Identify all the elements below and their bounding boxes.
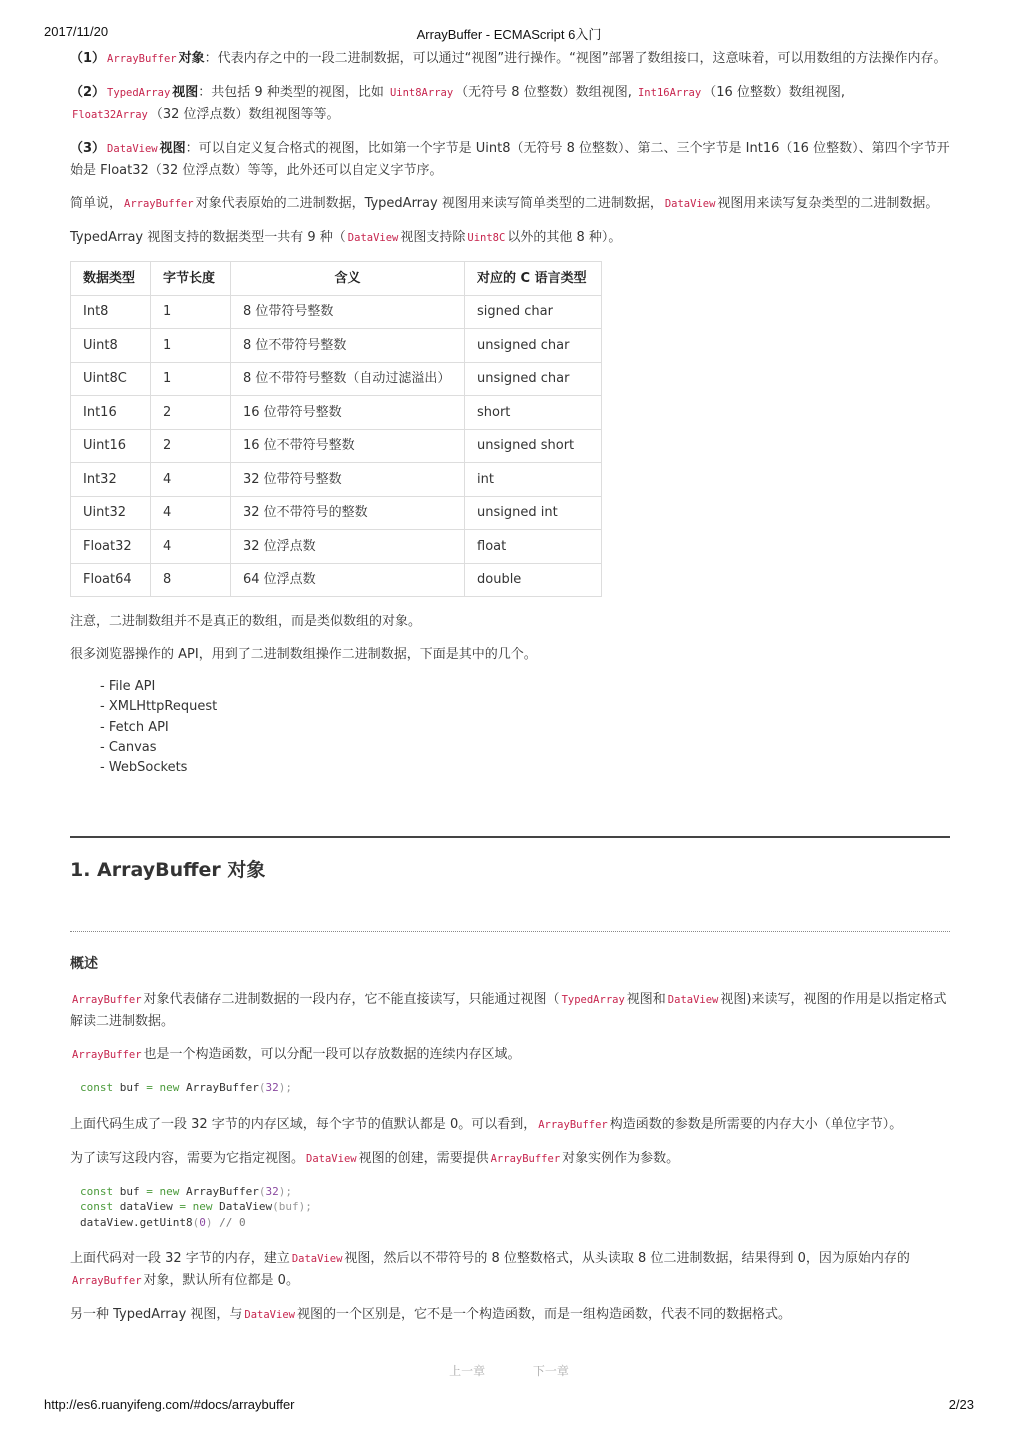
paragraph-text: 以外的其他 8 种）。	[507, 230, 622, 245]
next-chapter-link[interactable]: 下一章	[532, 1364, 569, 1378]
table-cell: 32 位不带符号的整数	[231, 496, 465, 530]
inline-code: DataView	[244, 1309, 295, 1322]
paragraph-text: 简单说，	[70, 196, 123, 211]
table-cell: signed char	[465, 295, 602, 329]
print-header	[44, 24, 974, 42]
column-header: 数据类型	[71, 262, 151, 296]
code-number: 0	[199, 1215, 206, 1229]
code-text: buf	[113, 1081, 147, 1095]
column-header: 对应的 C 语言类型	[465, 262, 602, 296]
print-title: ArrayBuffer - ECMAScript 6入门	[416, 27, 602, 42]
code-keyword: const	[80, 1184, 114, 1198]
paragraph-text: （32 位浮点数）数组视图等等。	[149, 107, 340, 122]
overview-paragraph-2	[70, 1044, 950, 1066]
intro-paragraph-4	[70, 193, 950, 215]
inline-code: ArrayBuffer	[72, 994, 142, 1007]
table-cell: Uint32	[71, 496, 151, 530]
table-cell: Int8	[71, 295, 151, 329]
list-item: - Fetch API	[100, 719, 169, 735]
table-cell: 8 位不带符号整数（自动过滤溢出）	[231, 362, 465, 396]
item-number: （3）	[70, 141, 106, 156]
table-cell: 1	[151, 362, 231, 396]
code-punct: (buf);	[272, 1200, 312, 1214]
code-number: 32	[265, 1184, 279, 1198]
section-divider	[70, 836, 950, 838]
table-cell: 16 位不带符号整数	[231, 429, 465, 463]
paragraph-text: 对象实例作为参数。	[562, 1150, 680, 1166]
inline-code: ArrayBuffer	[107, 53, 177, 65]
table-cell: unsigned char	[465, 362, 602, 396]
table-row	[71, 563, 602, 597]
paragraph-text: 上面代码生成了一段 32 字节的内存区域，每个字节的值默认都是 0。可以看到，	[70, 1116, 537, 1132]
api-list	[100, 677, 950, 778]
table-body	[71, 295, 602, 597]
table-cell: Uint16	[71, 429, 151, 463]
paragraph-text: （无符号 8 位整数）数组视图,	[455, 85, 636, 100]
table-cell: 16 位带符号整数	[231, 396, 465, 430]
list-item: - File API	[100, 679, 156, 694]
table-cell: double	[465, 563, 602, 597]
inline-code: Float32Array	[72, 109, 148, 121]
table-cell: 2	[151, 396, 231, 430]
note-paragraph: 注意，二进制数组并不是真正的数组，而是类似数组的对象。	[70, 614, 422, 629]
inline-code: DataView	[664, 198, 716, 210]
apis-intro-paragraph: 很多浏览器操作的 API，用到了二进制数组操作二进制数据，下面是其中的几个。	[70, 647, 537, 662]
inline-code: TypedArray	[561, 994, 625, 1007]
table-header-row	[71, 262, 602, 296]
table-cell: 8 位不带符号整数	[231, 329, 465, 363]
list-item: - XMLHttpRequest	[100, 699, 218, 715]
paragraph-text: 视图的创建，需要提供	[358, 1150, 489, 1166]
table-cell: Uint8	[71, 329, 151, 363]
code-keyword: = new	[146, 1184, 180, 1198]
table-cell: 4	[151, 530, 231, 564]
paragraph-text: 视图的一个区别是，它不是一个构造函数，而是一组构造函数，代表不同的数据格式。	[296, 1307, 791, 1323]
code-keyword: = new	[179, 1200, 213, 1214]
paragraph-text: 视图，然后以不带符号的 8 位整数格式，从头读取 8 位二进制数据，结果得到 0，因为原始内存的	[344, 1251, 910, 1267]
inline-code: TypedArray	[107, 87, 171, 99]
code-text: dataView.getUint8	[80, 1215, 193, 1229]
paragraph-text: 为了读写这段内容，需要为它指定视图。	[70, 1150, 305, 1166]
inline-code: ArrayBuffer	[72, 1049, 142, 1062]
code-text: DataView	[212, 1200, 273, 1214]
code-keyword: const	[80, 1081, 114, 1095]
inline-code: DataView	[291, 1253, 343, 1266]
inline-code: Uint8C	[467, 232, 506, 244]
paragraph-text: 视图支持除	[400, 230, 466, 245]
dotted-divider	[70, 931, 950, 932]
table-cell: Uint8C	[71, 362, 151, 396]
inline-code: ArrayBuffer	[72, 1275, 142, 1288]
table-row	[71, 463, 602, 497]
inline-code: Int16Array	[637, 87, 702, 99]
table-cell: 2	[151, 429, 231, 463]
paragraph-text: （16 位整数）数组视图,	[703, 85, 846, 100]
overview-paragraph-5	[70, 1248, 950, 1292]
code-block-2	[80, 1184, 950, 1231]
table-cell: 32 位浮点数	[231, 530, 465, 564]
table-row	[71, 496, 602, 530]
list-item: - Canvas	[100, 739, 157, 755]
inline-code: ArrayBuffer	[538, 1118, 608, 1131]
paragraph-text: 构造函数的参数是所需要的内存大小（单位字节）。	[609, 1116, 903, 1132]
column-header: 字节长度	[151, 262, 231, 296]
inline-code: ArrayBuffer	[124, 198, 194, 210]
inline-code: DataView	[107, 143, 158, 155]
table-row	[71, 295, 602, 329]
paragraph-text: 另一种 TypedArray 视图，与	[70, 1307, 243, 1323]
inline-code: Uint8Array	[389, 87, 454, 99]
overview-paragraph-4	[70, 1148, 950, 1170]
inline-code: ArrayBuffer	[490, 1152, 561, 1165]
table-cell: 4	[151, 463, 231, 497]
table-cell: Int16	[71, 396, 151, 430]
table-cell: unsigned char	[465, 329, 602, 363]
paragraph-text: TypedArray 视图支持的数据类型一共有 9 种（	[70, 230, 346, 245]
list-item: - WebSockets	[100, 760, 188, 776]
print-url: http://es6.ruanyifeng.com/#docs/arraybuffer	[44, 1397, 295, 1412]
code-number: 32	[265, 1081, 279, 1095]
paragraph-text: ：共包括 9 种类型的视图，比如	[198, 85, 388, 100]
table-cell: 1	[151, 329, 231, 363]
table-cell: unsigned short	[465, 429, 602, 463]
table-cell: unsigned int	[465, 496, 602, 530]
print-date: 2017/11/20	[44, 24, 109, 39]
table-cell: 64 位浮点数	[231, 563, 465, 597]
code-text: ArrayBuffer	[179, 1081, 259, 1095]
item-number: （1）	[70, 51, 106, 66]
print-page-number: 2/23	[948, 1397, 974, 1412]
intro-paragraph-1	[70, 48, 950, 70]
prev-chapter-link[interactable]: 上一章	[449, 1364, 486, 1378]
paragraph-text: 视图)来读写，视图的作用是以指定格式解读二进制数据。	[70, 992, 947, 1030]
code-punct: );	[278, 1184, 292, 1198]
table-cell: float	[465, 530, 602, 564]
overview-paragraph-3	[70, 1114, 950, 1136]
subsection-heading: 概述	[70, 956, 98, 973]
code-keyword: = new	[146, 1081, 180, 1095]
code-punct: (	[192, 1215, 200, 1229]
inline-code: DataView	[347, 232, 399, 244]
item-number: （2）	[70, 85, 106, 100]
table-cell: Float32	[71, 530, 151, 564]
paragraph-text: 对象，默认所有位都是 0。	[143, 1273, 299, 1289]
code-keyword: const	[80, 1200, 114, 1214]
code-punct: (	[258, 1081, 266, 1095]
code-comment: // 0	[212, 1215, 246, 1229]
table-row	[71, 530, 602, 564]
bold-term: 对象	[178, 51, 205, 66]
paragraph-text: 也是一个构造函数，可以分配一段可以存放数据的连续内存区域。	[143, 1047, 521, 1063]
table-row	[71, 329, 602, 363]
overview-paragraph-1	[70, 989, 950, 1032]
code-text: ArrayBuffer	[179, 1184, 259, 1198]
table-cell: Float64	[71, 563, 151, 597]
table-cell: 8 位带符号整数	[231, 295, 465, 329]
table-cell: 4	[151, 496, 231, 530]
bold-term: 视图	[159, 141, 186, 156]
table-cell: 1	[151, 295, 231, 329]
overview-paragraph-6	[70, 1304, 950, 1326]
code-punct: (	[258, 1184, 266, 1198]
paragraph-text: ：代表内存之中的一段二进制数据，可以通过“视图”进行操作。“视图”部署了数组接口，这意味着，可以用数组的方法操作内存。	[204, 51, 947, 66]
section-heading: 1. ArrayBuffer 对象	[70, 859, 266, 882]
article-content	[70, 48, 950, 1338]
chapter-pager	[0, 1362, 1018, 1379]
table-cell: Int32	[71, 463, 151, 497]
inline-code: DataView	[667, 994, 719, 1007]
paragraph-text: 视图和	[626, 992, 666, 1008]
column-header: 含义	[231, 262, 465, 296]
code-punct: );	[278, 1081, 292, 1095]
paragraph-text: 对象代表储存二进制数据的一段内存，它不能直接读写，只能通过视图（	[143, 992, 560, 1008]
table-row	[71, 396, 602, 430]
intro-paragraph-2	[70, 82, 950, 126]
print-footer	[44, 1397, 974, 1415]
table-row	[71, 429, 602, 463]
paragraph-text: 视图用来读写复杂类型的二进制数据。	[717, 196, 939, 211]
code-punct: )	[205, 1215, 213, 1229]
intro-paragraph-3	[70, 138, 950, 181]
bold-term: 视图	[172, 85, 199, 100]
paragraph-text: 对象代表原始的二进制数据，TypedArray 视图用来读写简单类型的二进制数据，	[195, 196, 663, 211]
table-cell: 32 位带符号整数	[231, 463, 465, 497]
table-cell: int	[465, 463, 602, 497]
paragraph-text: 上面代码对一段 32 字节的内存，建立	[70, 1251, 290, 1267]
paragraph-text: ：可以自定义复合格式的视图，比如第一个字节是 Uint8（无符号 8 位整数）、第二、三个字节是 Int16（16 位整数）、第四个字节开始是 Float32（32 位浮点数）等等，此外还可以自定义字节序。	[70, 141, 950, 178]
table-cell: short	[465, 396, 602, 430]
table-row	[71, 362, 602, 396]
code-text: dataView	[113, 1200, 180, 1214]
inline-code: DataView	[306, 1152, 357, 1165]
code-block-1	[80, 1080, 950, 1096]
data-types-table	[70, 261, 602, 597]
table-cell: 8	[151, 563, 231, 597]
code-text: buf	[113, 1184, 147, 1198]
intro-paragraph-5	[70, 227, 950, 249]
